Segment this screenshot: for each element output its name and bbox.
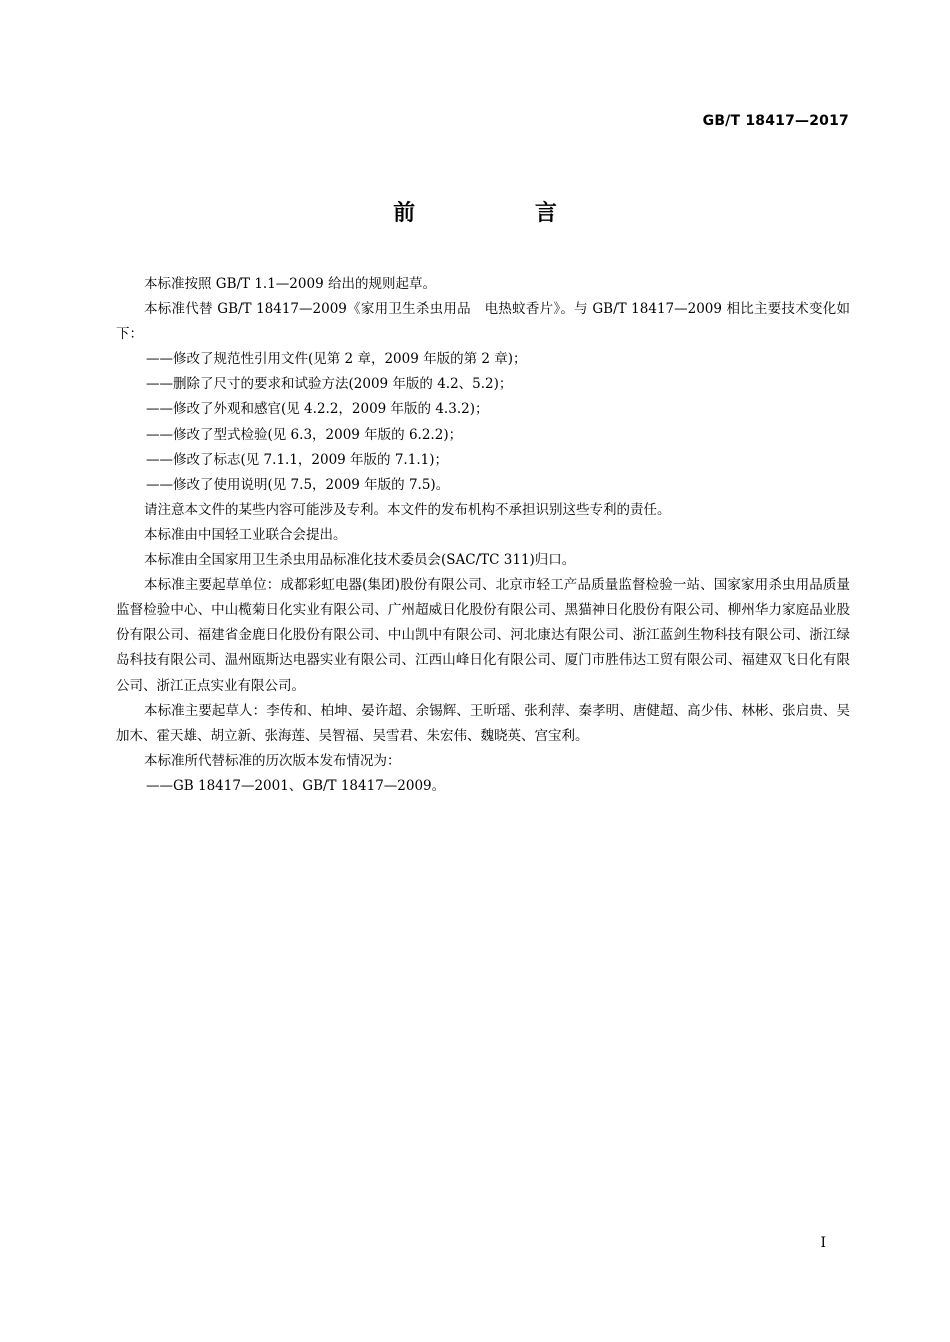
paragraph-previous-editions: 本标准所代替标准的历次版本发布情况为： xyxy=(144,752,401,769)
previous-editions-list: ——GB 18417—2001、GB/T 18417—2009。 xyxy=(146,777,446,794)
change-item-marking: ——修改了标志(见 7.1.1，2009 年版的 7.1.1)； xyxy=(146,451,448,468)
page-title: 前 言 xyxy=(393,201,613,226)
change-item-appearance: ——修改了外观和感官(见 4.2.2，2009 年版的 4.3.2)； xyxy=(146,401,489,418)
paragraph-proposed-by: 本标准由中国轻工业联合会提出。 xyxy=(144,526,347,543)
standard-code-header: GB/T 18417—2017 xyxy=(702,113,849,129)
change-item-references: ——修改了规范性引用文件(见第 2 章，2009 年版的第 2 章)； xyxy=(146,351,527,368)
change-item-type-inspection: ——修改了型式检验(见 6.3，2009 年版的 6.2.2)； xyxy=(146,426,463,443)
paragraph-drafters: 本标准主要起草人：李传和、柏坤、晏许超、余锡辉、王昕瑶、张利萍、秦孝明、唐健超、高少伟、林彬、张启贵、吴加木、霍天雄、胡立新、张海莲、吴智福、吴雪君、朱宏伟、魏晓英、宫宝利。 xyxy=(116,702,850,744)
paragraph-replaces-standard: 本标准代替 GB/T 18417—2009《家用卫生杀虫用品 电热蚊香片》。与 GB/T 18417—2009 相比主要技术变化如下： xyxy=(116,301,850,343)
change-item-instructions: ——修改了使用说明(见 7.5，2009 年版的 7.5)。 xyxy=(146,476,450,493)
paragraph-centralized-by: 本标准由全国家用卫生杀虫用品标准化技术委员会(SAC/TC 311)归口。 xyxy=(144,552,576,569)
paragraph-patent-notice: 请注意本文件的某些内容可能涉及专利。本文件的发布机构不承担识别这些专利的责任。 xyxy=(144,501,671,518)
paragraph-drafting-rules: 本标准按照 GB/T 1.1—2009 给出的规则起草。 xyxy=(144,276,436,292)
change-item-dimensions: ——删除了尺寸的要求和试验方法(2009 年版的 4.2、5.2)； xyxy=(146,376,513,393)
foreword-body xyxy=(116,272,850,799)
paragraph-drafting-organizations: 本标准主要起草单位：成都彩虹电器(集团)股份有限公司、北京市轻工产品质量监督检验一站、国家家用杀虫用品质量监督检验中心、中山榄菊日化实业有限公司、广州超威日化股份有限公司、黑猫神日化股份有限公司、柳州华力家庭品业股份有限公司、福建省金鹿日化股份有限公司、中山凯中有限公司、河北康达有限公司、浙江蓝剑生物科技有限公司、浙江绿岛科技有限公司、温州瓯斯达电器实业有限公司、江西山峰日化有限公司、厦门市胜伟达工贸有限公司、福建双飞日化有限公司、浙江正点实业有限公司。 xyxy=(116,577,850,694)
page-number: I xyxy=(820,1235,826,1251)
